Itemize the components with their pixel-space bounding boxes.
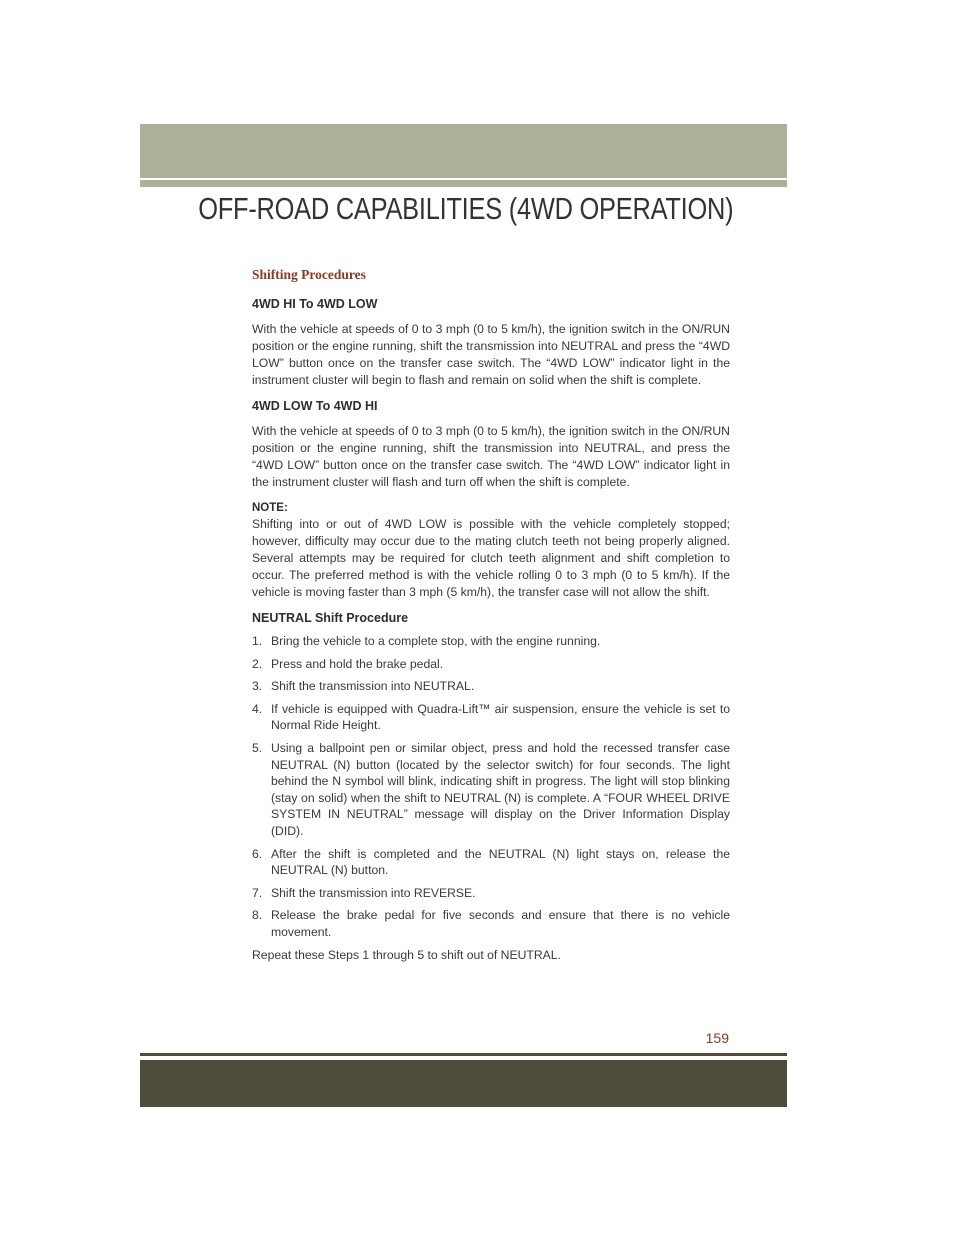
step-text: Using a ballpoint pen or similar object, press and hold the recessed transfer case NEUTRAL (N) button (located by the selector switch) for four seconds. The light behind the N symbol will blink, indicating shift in progress. The light will stop blinking (stay on solid) when the shift to NEUTRAL (N) is complete. A “FOUR WHEEL DRIVE SYSTEM IN NEUTRAL” message will display on the Driver Information Display (DID). xyxy=(271,740,730,838)
step-text: Press and hold the brake pedal. xyxy=(271,656,444,671)
step-number: 8. xyxy=(252,908,263,923)
step-number: 1. xyxy=(252,634,263,648)
list-item xyxy=(252,907,730,940)
list-item xyxy=(252,740,730,840)
paragraph-low-to-hi: With the vehicle at speeds of 0 to 3 mph (0 to 5 km/h), the ignition switch in the ON/RUN position or the engine running, shift the transmission into NEUTRAL, and press the “4WD LOW” button once on the transfer case switch. The “4WD LOW” indicator light in the instrument cluster will flash and turn off when the shift is complete. xyxy=(252,424,730,489)
subheading-hi-to-low: 4WD HI To 4WD LOW xyxy=(252,297,378,311)
step-number: 6. xyxy=(252,846,263,861)
step-number: 4. xyxy=(252,701,263,716)
list-item xyxy=(252,678,730,695)
step-number: 3. xyxy=(252,679,263,694)
page-number: 159 xyxy=(705,1030,729,1046)
subheading-low-to-hi: 4WD LOW To 4WD HI xyxy=(252,399,378,413)
step-number: 5. xyxy=(252,740,263,755)
subheading-neutral: NEUTRAL Shift Procedure xyxy=(252,611,409,625)
step-number: 7. xyxy=(252,885,263,900)
header-rule xyxy=(140,180,787,187)
note-text: Shifting into or out of 4WD LOW is possible with the vehicle completely stopped; however, difficulty may occur due to the mating clutch teeth not being properly aligned. Several attempts may be required for clutch teeth alignment and shift completion to occur. The preferred method is with the vehicle rolling 0 to 3 mph (0 to 5 km/h). If the vehicle is moving faster than 3 mph (5 km/h), the transfer case will not allow the shift. xyxy=(252,517,730,599)
step-text: Release the brake pedal for five seconds and ensure that there is no vehicle movement. xyxy=(271,908,730,939)
paragraph-hi-to-low: With the vehicle at speeds of 0 to 3 mph (0 to 5 km/h), the ignition switch in the ON/RUN position or the engine running, shift the transmission into NEUTRAL and press the “4WD LOW” button once on the transfer case switch. The “4WD LOW” indicator light in the instrument cluster will begin to flash and remain on solid when the shift is complete. xyxy=(252,322,730,387)
list-item xyxy=(252,885,730,902)
list-item xyxy=(252,656,730,673)
footer-band xyxy=(140,1060,787,1107)
step-text: Bring the vehicle to a complete stop, with the engine running. xyxy=(271,634,601,648)
section-title: Shifting Procedures xyxy=(252,267,366,282)
header-band xyxy=(140,124,787,178)
list-item xyxy=(252,633,730,650)
step-text: If vehicle is equipped with Quadra-Lift™ air suspension, ensure the vehicle is set to Normal Ride Height. xyxy=(271,701,730,733)
page-title: OFF-ROAD CAPABILITIES (4WD OPERATION) xyxy=(198,191,734,226)
page-content xyxy=(252,266,730,973)
footer-rule xyxy=(140,1053,787,1056)
step-text: Shift the transmission into REVERSE. xyxy=(271,885,476,900)
note-label: NOTE: xyxy=(252,502,288,514)
step-text: After the shift is completed and the NEUTRAL (N) light stays on, release the NEUTRAL (N) button. xyxy=(271,846,730,878)
neutral-footer-text: Repeat these Steps 1 through 5 to shift out of NEUTRAL. xyxy=(252,947,561,962)
list-item xyxy=(252,701,730,734)
neutral-steps-list xyxy=(252,633,730,941)
step-number: 2. xyxy=(252,656,263,671)
step-text: Shift the transmission into NEUTRAL. xyxy=(271,679,475,694)
list-item xyxy=(252,846,730,879)
